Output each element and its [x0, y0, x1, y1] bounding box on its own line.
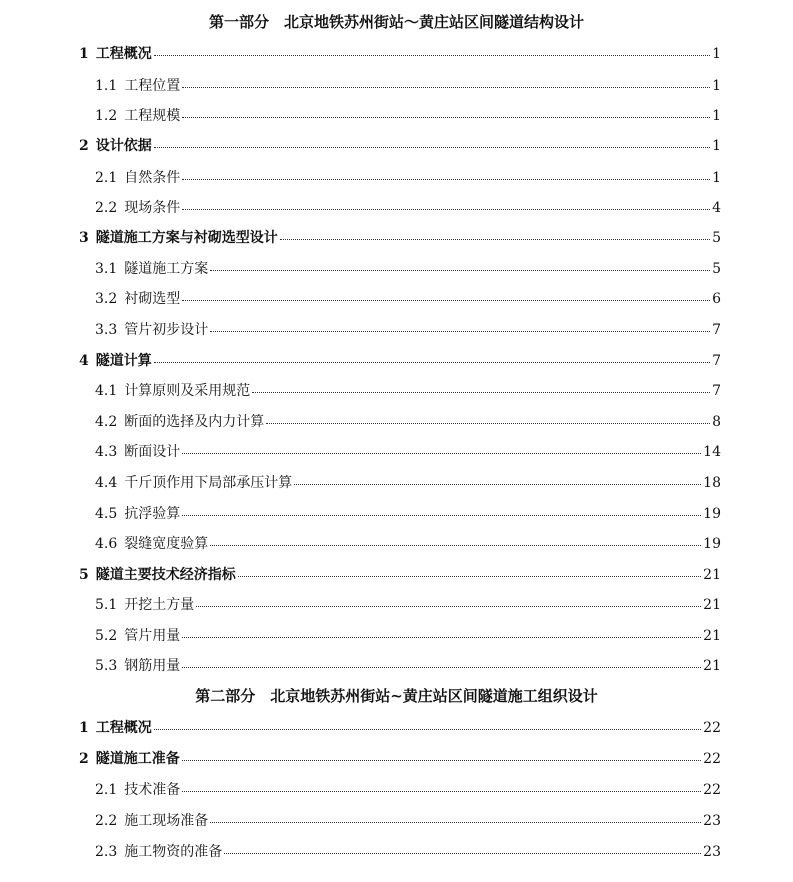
toc-entry[interactable] [79, 565, 721, 585]
toc-entry[interactable] [95, 595, 721, 615]
toc-entry[interactable] [95, 259, 721, 279]
toc-entry-number: 5 [79, 567, 89, 583]
dot-leader [182, 209, 710, 210]
toc-entry-page: 1 [712, 108, 721, 124]
toc-entry-number: 2 [79, 138, 89, 154]
toc-entry-page: 7 [712, 353, 721, 369]
toc-entry-number: 5.3 [95, 658, 118, 674]
dot-leader [182, 515, 701, 516]
toc-entry-title: 设计依据 [95, 138, 152, 154]
toc-entry-number: 4.5 [95, 506, 118, 522]
toc-entry-number: 2.2 [95, 813, 118, 829]
toc-entry[interactable] [95, 106, 721, 126]
toc-entry[interactable] [95, 473, 721, 493]
toc-entry-page: 22 [703, 751, 721, 767]
dot-leader [210, 822, 701, 823]
toc-entry[interactable] [79, 44, 721, 64]
toc-entry-page: 22 [703, 720, 721, 736]
toc-entry-title: 隧道施工方案 [124, 261, 209, 277]
dot-leader [210, 331, 710, 332]
toc-entry-number: 3 [79, 230, 89, 246]
toc-entry[interactable] [95, 504, 721, 524]
toc-entry-page: 19 [703, 536, 721, 552]
toc-entry[interactable] [95, 842, 721, 862]
toc-entry-title: 工程概况 [95, 720, 152, 736]
toc-entry-title: 断面的选择及内力计算 [124, 414, 265, 430]
part2-title: 第二部分 北京地铁苏州街站~黄庄站区间隧道施工组织设计 [195, 687, 598, 705]
dot-leader [154, 55, 710, 56]
toc-entry[interactable] [95, 198, 721, 218]
toc-entry-page: 1 [712, 170, 721, 186]
dot-leader [210, 545, 701, 546]
dot-leader [210, 270, 710, 271]
toc-entry-title: 裂缝宽度验算 [124, 536, 209, 552]
toc-entry[interactable] [79, 228, 721, 248]
toc-entry-number: 2.1 [95, 170, 118, 186]
dot-leader [182, 453, 701, 454]
toc-entry-title: 开挖土方量 [124, 597, 195, 613]
part1-title: 第一部分 北京地铁苏州街站～黄庄站区间隧道结构设计 [208, 13, 584, 31]
dot-leader [182, 791, 701, 792]
toc-entry-page: 6 [712, 291, 721, 307]
toc-entry-title: 技术准备 [124, 782, 181, 798]
dot-leader [182, 300, 710, 301]
toc-entry[interactable] [79, 351, 721, 371]
toc-entry-title: 施工现场准备 [124, 813, 209, 829]
toc-entry-title: 抗浮验算 [124, 506, 181, 522]
toc-entry[interactable] [95, 381, 721, 401]
toc-entry-page: 21 [703, 597, 721, 613]
toc-entry-number: 1.2 [95, 108, 118, 124]
toc-entry-page: 18 [703, 475, 721, 491]
toc-entry-number: 2.1 [95, 782, 118, 798]
toc-entry[interactable] [95, 168, 721, 188]
dot-leader [252, 392, 710, 393]
toc-entry[interactable] [95, 811, 721, 831]
toc-entry-number: 4.1 [95, 383, 118, 399]
toc-entry-number: 4.3 [95, 444, 118, 460]
dot-leader [154, 362, 710, 363]
toc-entry[interactable] [95, 780, 721, 800]
toc-entry-number: 4.2 [95, 414, 118, 430]
toc-entry[interactable] [95, 320, 721, 340]
toc-entry-number: 2.3 [95, 844, 118, 860]
dot-leader [182, 117, 710, 118]
toc-entry-title: 断面设计 [124, 444, 181, 460]
toc-entry-page: 5 [712, 230, 721, 246]
dot-leader [154, 147, 710, 148]
toc-entry-page: 21 [703, 628, 721, 644]
toc-entry-title: 隧道主要技术经济指标 [95, 567, 236, 583]
toc-entry-title: 隧道施工准备 [95, 751, 180, 767]
toc-entry-number: 4.6 [95, 536, 118, 552]
toc-entry[interactable] [95, 626, 721, 646]
toc-entry-title: 千斤顶作用下局部承压计算 [124, 475, 293, 491]
toc-entry-number: 1 [79, 720, 89, 736]
toc-entry-title: 现场条件 [124, 200, 181, 216]
toc-entry-title: 工程规模 [124, 108, 181, 124]
toc-entry-title: 管片初步设计 [124, 322, 209, 338]
toc-entry-title: 衬砌选型 [124, 291, 181, 307]
toc-entry-number: 4.4 [95, 475, 118, 491]
toc-entry-page: 22 [703, 782, 721, 798]
toc-entry[interactable] [79, 749, 721, 769]
dot-leader [182, 637, 701, 638]
toc-entry[interactable] [95, 412, 721, 432]
toc-entry-title: 施工物资的准备 [124, 844, 223, 860]
toc-entry-number: 2 [79, 751, 89, 767]
toc-entry-page: 1 [712, 46, 721, 62]
toc-entry-page: 23 [703, 813, 721, 829]
dot-leader [182, 667, 701, 668]
dot-leader [280, 239, 710, 240]
toc-entry-title: 自然条件 [124, 170, 181, 186]
toc-entry-page: 23 [703, 844, 721, 860]
toc-entry-page: 7 [712, 383, 721, 399]
toc-entry-title: 计算原则及采用规范 [124, 383, 251, 399]
toc-entry-page: 21 [703, 567, 721, 583]
toc-entry-page: 5 [712, 261, 721, 277]
toc-entry-page: 8 [712, 414, 721, 430]
toc-entry-title: 隧道计算 [95, 353, 152, 369]
toc-entry-number: 2.2 [95, 200, 118, 216]
dot-leader [182, 760, 701, 761]
toc-entry-number: 3.3 [95, 322, 118, 338]
toc-entry-title: 钢筋用量 [124, 658, 181, 674]
toc-entry-page: 19 [703, 506, 721, 522]
dot-leader [224, 853, 701, 854]
toc-entry[interactable] [95, 289, 721, 309]
toc-entry-number: 5.1 [95, 597, 118, 613]
toc-entry-title: 工程位置 [124, 78, 181, 94]
toc-entry[interactable] [95, 76, 721, 96]
dot-leader [154, 729, 701, 730]
toc-entry[interactable] [95, 534, 721, 554]
toc-entry[interactable] [95, 442, 721, 462]
toc-entry-number: 5.2 [95, 628, 118, 644]
toc-entry-page: 1 [712, 78, 721, 94]
toc-entry-number: 1.1 [95, 78, 118, 94]
toc-entry-page: 1 [712, 138, 721, 154]
dot-leader [196, 606, 701, 607]
toc-entry[interactable] [79, 718, 721, 738]
toc-entry-page: 4 [712, 200, 721, 216]
toc-entry-title: 工程概况 [95, 46, 152, 62]
toc-entry[interactable] [95, 656, 721, 676]
toc-entry-page: 14 [703, 444, 721, 460]
dot-leader [294, 484, 701, 485]
toc-entry-number: 3.2 [95, 291, 118, 307]
toc-entry-title: 管片用量 [124, 628, 181, 644]
toc-entry-number: 1 [79, 46, 89, 62]
toc-entry-page: 7 [712, 322, 721, 338]
toc-entry-number: 3.1 [95, 261, 118, 277]
toc-entry-title: 隧道施工方案与衬砌选型设计 [95, 230, 278, 246]
dot-leader [238, 576, 701, 577]
toc-entry-number: 4 [79, 353, 89, 369]
dot-leader [182, 87, 710, 88]
toc-entry[interactable] [79, 136, 721, 156]
toc-entry-page: 21 [703, 658, 721, 674]
dot-leader [182, 179, 710, 180]
dot-leader [266, 423, 710, 424]
